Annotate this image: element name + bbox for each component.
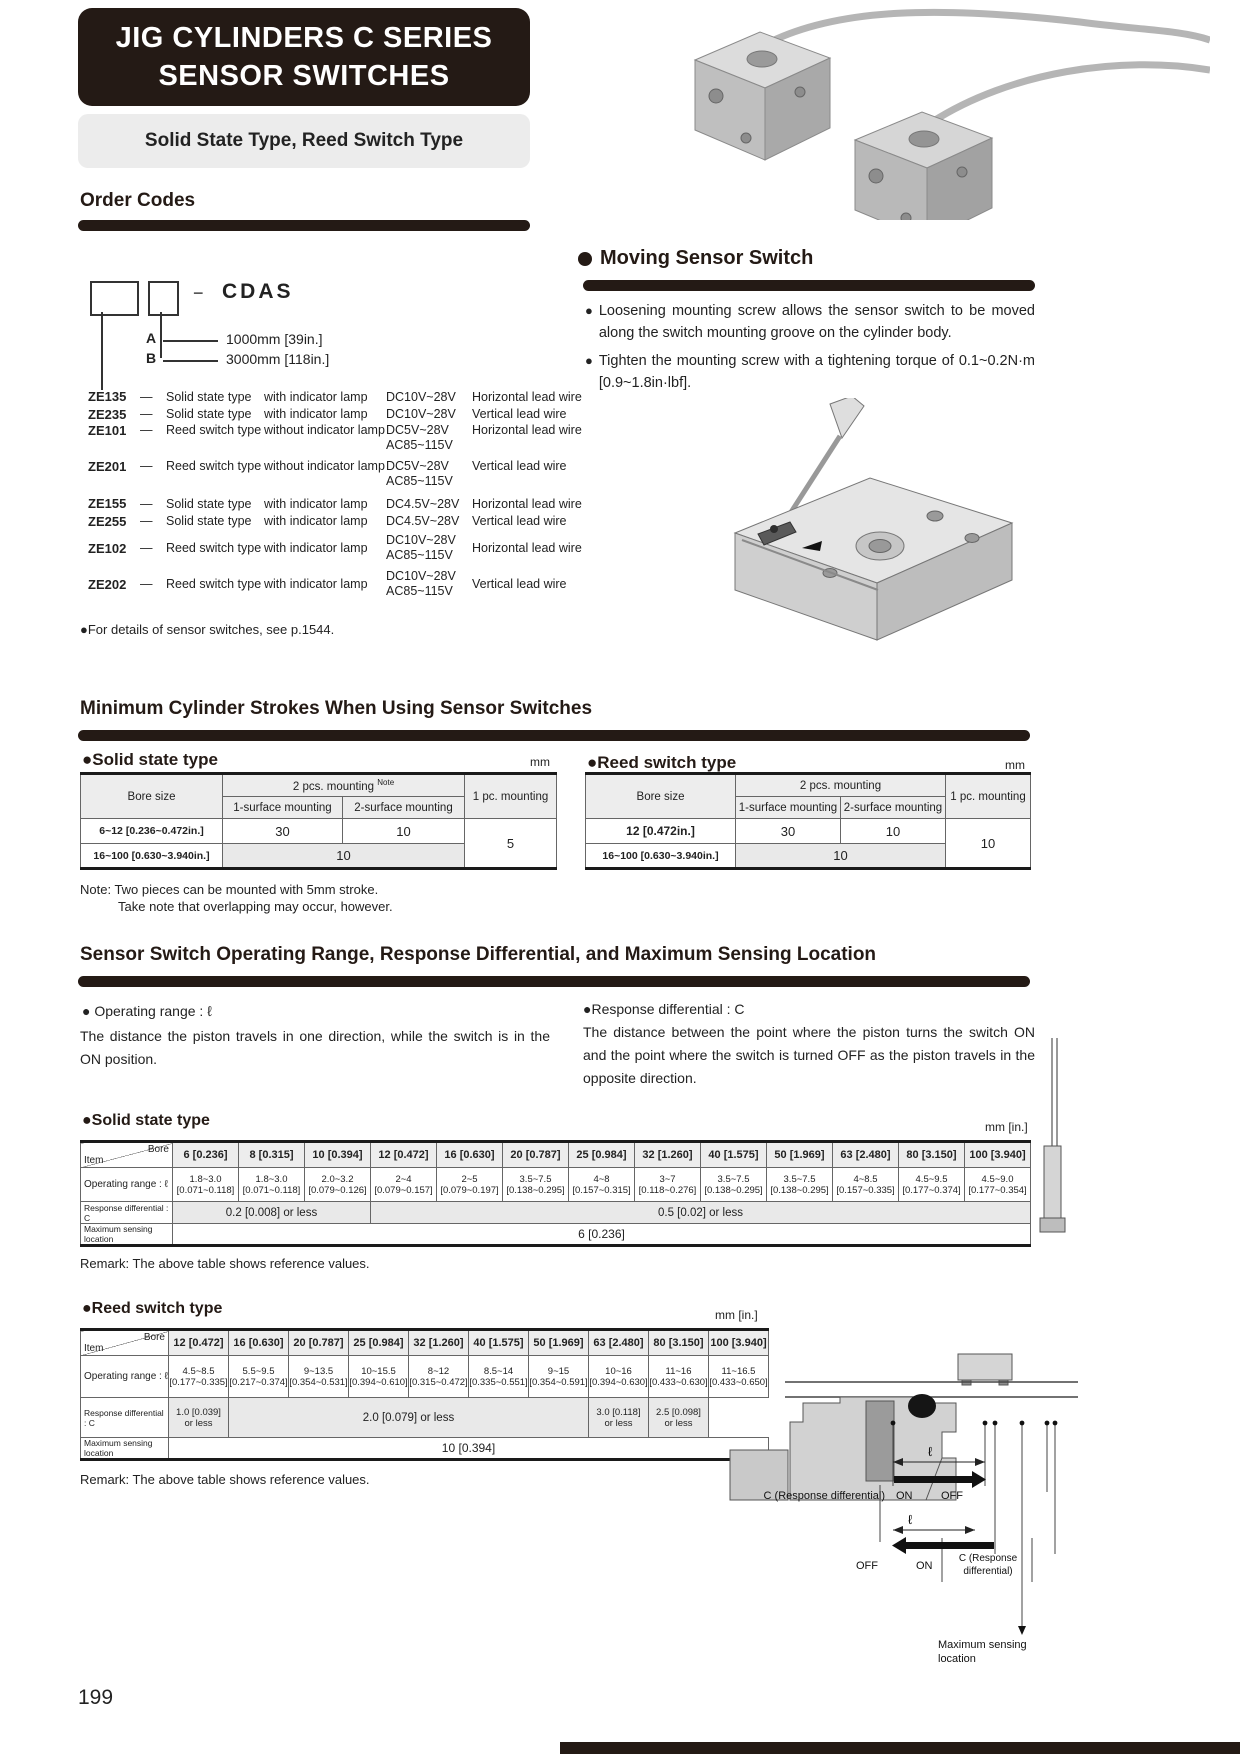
- bore-header: 8 [0.315]: [239, 1142, 305, 1168]
- subheading-label: Reed switch type: [91, 1300, 223, 1317]
- switch-code: ZE235: [88, 406, 127, 422]
- op-in: [0.354~0.591]: [529, 1376, 588, 1388]
- bore-label: Bore: [143, 1332, 165, 1343]
- bullet-item: [585, 300, 1035, 344]
- cell-value: 10: [736, 844, 946, 869]
- on-label: ON: [896, 1490, 913, 1502]
- op-mm: 11~16: [665, 1365, 692, 1377]
- switch-code: ZE201: [88, 459, 127, 474]
- length-b-value: 3000mm [118in.]: [226, 351, 330, 367]
- bore-header: 20 [0.787]: [503, 1142, 569, 1168]
- bore-header: 50 [1.969]: [529, 1330, 589, 1356]
- op-mm: 3~7: [659, 1173, 676, 1185]
- sensor-switch-footnote: ●For details of sensor switches, see p.1544.: [80, 622, 335, 637]
- table-row: [586, 774, 1031, 797]
- item-label: Item: [84, 1155, 104, 1166]
- switch-lead: Horizontal lead wire: [472, 389, 582, 404]
- switch-type: Solid state type: [166, 389, 252, 404]
- bore-header: 25 [0.984]: [569, 1142, 635, 1168]
- op-in: [0.394~0.630]: [589, 1376, 648, 1388]
- off-label: OFF: [941, 1490, 963, 1502]
- cell-op: [437, 1168, 503, 1202]
- col-2surface: 2-surface mounting: [343, 797, 465, 819]
- voltage-line: DC10V~28V: [386, 569, 456, 583]
- table-row: [81, 1398, 769, 1438]
- cell-value: 30: [223, 819, 343, 844]
- table-row: [81, 1356, 769, 1398]
- solid-min-strokes-table: [80, 772, 557, 870]
- switch-lead: Horizontal lead wire: [472, 496, 582, 511]
- cable-1: [770, 12, 1210, 42]
- switch-type: Reed switch type: [166, 541, 262, 555]
- op-in: [0.157~0.335]: [836, 1184, 895, 1196]
- op-in: [0.315~0.472]: [409, 1376, 468, 1388]
- switch-type: Reed switch type: [166, 459, 262, 473]
- cell-value: 10: [343, 819, 465, 844]
- voltage-line: DC10V~28V: [386, 533, 456, 547]
- remark-line: Remark: The above table shows reference values.: [80, 1256, 370, 1271]
- bore-header: 25 [0.984]: [349, 1330, 409, 1356]
- bore-header: 40 [1.575]: [469, 1330, 529, 1356]
- switch-voltage: DC10V~28V: [386, 407, 456, 422]
- bullet-item: [585, 350, 1035, 394]
- switch-lamp: with indicator lamp: [264, 389, 368, 404]
- bore-header: 12 [0.472]: [169, 1330, 229, 1356]
- section-bullet-icon: [578, 252, 592, 266]
- op-mm: 1.8~3.0: [255, 1173, 288, 1185]
- min-strokes-bar: [78, 730, 1030, 741]
- op-mm: 5.5~9.5: [242, 1365, 275, 1377]
- switch-lead: Vertical lead wire: [472, 407, 567, 422]
- op-mm: 3.5~7.5: [519, 1173, 552, 1185]
- col-1surface: 1-surface mounting: [223, 797, 343, 819]
- cell-bore: 16~100 [0.630~3.940in.]: [81, 844, 223, 869]
- row-label: Operating range : ℓ: [81, 1356, 169, 1398]
- resp-line: 3.0 [0.118]: [596, 1406, 641, 1418]
- voltage-line: DC5V~28V: [386, 459, 449, 473]
- page-number: 199: [78, 1686, 114, 1709]
- cell-op: [569, 1168, 635, 1202]
- op-mm: 8.5~14: [483, 1365, 514, 1377]
- switch-code: ZE255: [88, 513, 127, 529]
- bullet-text: Tighten the mounting screw with a tightening torque of 0.1~0.2N·m [0.9~1.8in·lbf].: [598, 353, 1035, 391]
- op-mm: 4~8.5: [853, 1173, 878, 1185]
- bullet-icon: ●: [82, 1112, 92, 1129]
- row-label: Response differential : C: [81, 1398, 169, 1438]
- c-response-label-2: [946, 1552, 1030, 1578]
- page-title-box: [78, 8, 530, 106]
- col-bore-size: Bore size: [81, 774, 223, 819]
- cylinder-body: [735, 478, 1012, 640]
- row-label: Operating range : ℓ: [81, 1168, 173, 1202]
- cell-op: [589, 1356, 649, 1398]
- operating-range-label: ● Operating range : ℓ: [82, 1003, 212, 1019]
- switch-voltage: DC10V~28V: [386, 389, 456, 404]
- op-mm: 2~4: [395, 1173, 412, 1185]
- op-in: [0.138~0.295]: [770, 1184, 829, 1196]
- row-label: Maximum sensing location: [81, 1438, 169, 1460]
- cylinder-block-2: [855, 112, 992, 220]
- op-mm: 10~15.5: [361, 1365, 396, 1377]
- reed-min-subheading: [587, 753, 736, 773]
- item-label: Item: [84, 1343, 104, 1354]
- switch-code: ZE101: [88, 423, 127, 438]
- on-label: ON: [916, 1560, 933, 1572]
- label-line: C (Response: [958, 1553, 1018, 1564]
- note-line: Take note that overlapping may occur, however.: [118, 899, 393, 914]
- bore-header: 63 [2.480]: [589, 1330, 649, 1356]
- bore-header: 32 [1.260]: [409, 1330, 469, 1356]
- row-label: Maximum sensing location: [81, 1224, 173, 1246]
- subheading-label: Reed switch type: [597, 753, 737, 772]
- voltage-line: AC85~115V: [386, 438, 453, 452]
- col-bore-size: Bore size: [586, 774, 736, 819]
- length-a-value: 1000mm [39in.]: [226, 331, 323, 347]
- op-in: [0.433~0.650]: [709, 1376, 768, 1388]
- cylinder-block-1: [695, 32, 830, 160]
- piston-rod-section: [866, 1401, 894, 1481]
- switch-lead: Horizontal lead wire: [472, 541, 582, 555]
- reed-table-subheading: [82, 1300, 222, 1318]
- dash: —: [140, 389, 153, 404]
- table-row: [81, 774, 557, 797]
- stroke-length-label: ℓ: [928, 1444, 933, 1459]
- op-mm: 9~15: [547, 1365, 570, 1377]
- remark-line: Remark: The above table shows reference values.: [80, 1472, 370, 1487]
- bullet-icon: ●: [587, 753, 598, 772]
- leader-line: [163, 360, 218, 362]
- moving-sensor-heading: Moving Sensor Switch: [600, 247, 814, 269]
- cell-resp: 2.0 [0.079] or less: [229, 1398, 589, 1438]
- bore-header: 100 [3.940]: [709, 1330, 769, 1356]
- leader-line: [160, 312, 162, 358]
- label-line: location: [938, 1653, 976, 1665]
- cell-max: 6 [0.236]: [173, 1224, 1031, 1246]
- footer-bar: [560, 1742, 1240, 1754]
- switch-lamp: with indicator lamp: [264, 577, 368, 591]
- dash: —: [140, 459, 153, 473]
- product-photo: [650, 0, 1210, 220]
- cell-bore: 12 [0.472in.]: [586, 819, 736, 844]
- cell-op: [349, 1356, 409, 1398]
- switch-lamp: with indicator lamp: [264, 541, 368, 555]
- switch-lead: Vertical lead wire: [472, 577, 567, 591]
- unit-label: mm [in.]: [985, 1120, 1028, 1134]
- cell-resp: 0.5 [0.02] or less: [371, 1202, 1031, 1224]
- stroke-dimension-2: [893, 1526, 975, 1534]
- unit-label: mm [in.]: [715, 1308, 758, 1322]
- vertical-lead-sensor: [1040, 1038, 1065, 1232]
- bore-header: 12 [0.472]: [371, 1142, 437, 1168]
- dash: —: [140, 577, 153, 591]
- cell-value: 10: [946, 819, 1031, 869]
- switch-lead: Horizontal lead wire: [472, 423, 582, 437]
- cylinder-cross-section: [730, 1394, 956, 1500]
- table-row: [81, 819, 557, 844]
- switch-lamp: with indicator lamp: [264, 496, 368, 511]
- switch-lead: Vertical lead wire: [472, 459, 567, 473]
- op-in: [0.079~0.126]: [308, 1184, 367, 1196]
- op-in: [0.394~0.610]: [349, 1376, 408, 1388]
- op-mm: 4.5~9.5: [915, 1173, 948, 1185]
- cell-op: [469, 1356, 529, 1398]
- dash: —: [140, 407, 153, 422]
- list-item: [88, 423, 608, 459]
- switch-type: Solid state type: [166, 496, 252, 511]
- op-mm: 2~5: [461, 1173, 478, 1185]
- moving-sensor-illustration: [680, 398, 1050, 648]
- switch-lamp: without indicator lamp: [264, 423, 385, 437]
- cell-bore: 16~100 [0.630~3.940in.]: [586, 844, 736, 869]
- bore-header: 80 [3.150]: [649, 1330, 709, 1356]
- item-bore-header: [81, 1142, 173, 1168]
- operating-section-bar: [78, 976, 1030, 987]
- switch-voltage: DC4.5V~28V: [386, 514, 460, 529]
- length-b-code: B: [146, 350, 157, 366]
- op-in: [0.354~0.531]: [289, 1376, 348, 1388]
- horizontal-sensor: [958, 1354, 1012, 1385]
- resp-line: or less: [604, 1417, 633, 1429]
- op-in: [0.138~0.295]: [704, 1184, 763, 1196]
- table-row: [81, 1438, 769, 1460]
- note-sup: Note: [377, 778, 395, 788]
- cell-value: 5: [465, 819, 557, 869]
- switch-voltage: [386, 569, 472, 599]
- cell-op: [173, 1168, 239, 1202]
- voltage-line: AC85~115V: [386, 474, 453, 488]
- op-in: [0.071~0.118]: [176, 1184, 235, 1196]
- order-codes-bar: [78, 220, 530, 231]
- switch-voltage: DC4.5V~28V: [386, 496, 460, 511]
- bullet-icon: ●: [585, 303, 593, 318]
- switch-type: Reed switch type: [166, 577, 262, 591]
- bore-header: 80 [3.150]: [899, 1142, 965, 1168]
- bore-header: 100 [3.940]: [965, 1142, 1031, 1168]
- switch-code: ZE135: [88, 389, 127, 405]
- col-2pcs-label: 2 pcs. mounting: [292, 780, 375, 793]
- list-item: [88, 459, 608, 495]
- col-2surface: 2-surface mounting: [841, 797, 946, 819]
- list-item: [88, 388, 608, 406]
- switch-type: Solid state type: [166, 514, 252, 529]
- cell-op: [169, 1356, 229, 1398]
- list-item: [88, 495, 608, 513]
- bore-header: 20 [0.787]: [289, 1330, 349, 1356]
- voltage-line: AC85~115V: [386, 584, 453, 598]
- resp-line: or less: [664, 1417, 693, 1429]
- resp-line: or less: [184, 1417, 213, 1429]
- response-diff-label: ●Response differential : C: [583, 1001, 745, 1017]
- response-diff-text: The distance between the point where the piston turns the switch ON and the point where the switch is turned OFF as the piston travels in the opposite direction.: [583, 1024, 1035, 1086]
- solid-table-subheading: [82, 1112, 210, 1130]
- sensor-switch-list: [88, 388, 608, 602]
- op-mm: 4~8: [593, 1173, 610, 1185]
- item-bore-header: [81, 1330, 169, 1356]
- cell-value: 10: [223, 844, 465, 869]
- col-1pc: 1 pc. mounting: [946, 774, 1031, 819]
- op-mm: 11~16.5: [721, 1365, 756, 1377]
- order-codes-heading: Order Codes: [80, 190, 196, 211]
- cell-resp: [169, 1398, 229, 1438]
- col-2pcs: [223, 774, 465, 797]
- cell-resp: 0.2 [0.008] or less: [173, 1202, 371, 1224]
- op-mm: 2.0~3.2: [321, 1173, 354, 1185]
- op-mm: 3.5~7.5: [783, 1173, 816, 1185]
- label-line: Maximum sensing: [938, 1639, 1027, 1651]
- length-a-code: A: [146, 330, 157, 346]
- note-line: Note: Two pieces can be mounted with 5mm stroke.: [80, 882, 379, 897]
- bore-header: 32 [1.260]: [635, 1142, 701, 1168]
- op-in: [0.177~0.335]: [169, 1376, 228, 1388]
- switch-lamp: with indicator lamp: [264, 407, 368, 422]
- op-in: [0.079~0.197]: [440, 1184, 499, 1196]
- op-in: [0.157~0.315]: [572, 1184, 631, 1196]
- op-mm: 4.5~9.0: [981, 1173, 1014, 1185]
- cell-bore: 6~12 [0.236~0.472in.]: [81, 819, 223, 844]
- operating-section-heading: Sensor Switch Operating Range, Response Differential, and Maximum Sensing Location: [80, 944, 877, 965]
- resp-line: 1.0 [0.039]: [176, 1406, 221, 1418]
- cell-op: [239, 1168, 305, 1202]
- bullet-icon: ●: [82, 1300, 92, 1317]
- subheading-label: Solid state type: [92, 750, 218, 769]
- unit-label: mm: [530, 755, 550, 769]
- col-1surface: 1-surface mounting: [736, 797, 841, 819]
- order-code-box-model: [90, 281, 139, 316]
- off-label: OFF: [856, 1560, 878, 1572]
- bullet-icon: ●: [82, 750, 93, 769]
- bore-header: 50 [1.969]: [767, 1142, 833, 1168]
- op-mm: 9~13.5: [303, 1365, 334, 1377]
- operating-range-text: The distance the piston travels in one direction, while the switch is in the ON position.: [80, 1028, 550, 1067]
- label-line: differential): [963, 1566, 1013, 1577]
- switch-voltage: [386, 533, 472, 563]
- page-subtitle: Solid State Type, Reed Switch Type: [78, 114, 530, 168]
- cell-op: [305, 1168, 371, 1202]
- bore-header: 10 [0.394]: [305, 1142, 371, 1168]
- cell-op: [289, 1356, 349, 1398]
- solid-min-subheading: [82, 750, 218, 770]
- bullet-icon: ●: [585, 353, 593, 368]
- switch-voltage: [386, 423, 472, 453]
- col-2pcs: 2 pcs. mounting: [736, 774, 946, 797]
- switch-code: ZE102: [88, 540, 127, 556]
- bullet-text: Loosening mounting screw allows the sensor switch to be moved along the switch mounting groove on the cylinder body.: [598, 303, 1035, 341]
- op-in: [0.335~0.551]: [469, 1376, 528, 1388]
- list-item: [88, 513, 608, 531]
- cell-max: 10 [0.394]: [169, 1438, 769, 1460]
- stroke-length-label: ℓ: [908, 1512, 913, 1527]
- unit-label: mm: [1005, 758, 1025, 772]
- list-item: [88, 566, 608, 602]
- op-in: [0.433~0.630]: [649, 1376, 708, 1388]
- cell-value: 30: [736, 819, 841, 844]
- resp-line: 2.5 [0.098]: [656, 1406, 701, 1418]
- order-code-separator: −: [193, 283, 204, 303]
- leader-line: [101, 312, 103, 390]
- dash: —: [140, 496, 153, 511]
- dash: —: [140, 541, 153, 555]
- list-item: [88, 406, 608, 424]
- switch-code: ZE155: [88, 496, 127, 512]
- op-in: [0.138~0.295]: [506, 1184, 565, 1196]
- voltage-line: AC85~115V: [386, 548, 453, 562]
- bore-header: 63 [2.480]: [833, 1142, 899, 1168]
- dash: —: [140, 514, 153, 529]
- switch-code: ZE202: [88, 576, 127, 592]
- leader-line: [163, 340, 218, 342]
- cell-op: [529, 1356, 589, 1398]
- op-in: [0.177~0.354]: [968, 1184, 1027, 1196]
- op-in: [0.118~0.276]: [638, 1184, 697, 1196]
- cell-value: 10: [841, 819, 946, 844]
- switch-voltage: [386, 459, 472, 489]
- switch-lamp: without indicator lamp: [264, 459, 385, 473]
- sensing-location-diagram: [690, 1030, 1080, 1680]
- dash: —: [140, 423, 153, 437]
- op-mm: 10~16: [605, 1365, 632, 1377]
- subheading-label: Solid state type: [91, 1112, 210, 1129]
- magnet: [908, 1394, 936, 1418]
- row-label: Response differential : C: [81, 1202, 173, 1224]
- reed-operating-table: [80, 1328, 769, 1461]
- op-mm: 8~12: [427, 1365, 450, 1377]
- bore-header: 40 [1.575]: [701, 1142, 767, 1168]
- page-title-line2: SENSOR SWITCHES: [158, 60, 450, 92]
- bore-header: 16 [0.630]: [437, 1142, 503, 1168]
- voltage-line: DC5V~28V: [386, 423, 449, 437]
- col-1pc: 1 pc. mounting: [465, 774, 557, 819]
- switch-type: Reed switch type: [166, 423, 262, 437]
- cell-resp: [589, 1398, 649, 1438]
- switch-lamp: with indicator lamp: [264, 514, 368, 529]
- order-code-box-length: [148, 281, 179, 316]
- reed-min-strokes-table: [585, 772, 1031, 870]
- switch-lead: Vertical lead wire: [472, 514, 567, 529]
- min-strokes-heading: Minimum Cylinder Strokes When Using Sensor Switches: [80, 698, 593, 719]
- op-in: [0.071~0.118]: [242, 1184, 301, 1196]
- bore-label: Bore: [147, 1144, 169, 1155]
- op-in: [0.079~0.157]: [374, 1184, 433, 1196]
- list-item: [88, 530, 608, 566]
- op-mm: 3.5~7.5: [717, 1173, 750, 1185]
- cell-op: [503, 1168, 569, 1202]
- table-row: [81, 1330, 769, 1356]
- order-code-model: CDAS: [222, 280, 294, 303]
- moving-sensor-bar: [583, 280, 1035, 291]
- max-sensing-pointer: [1018, 1626, 1026, 1635]
- bore-header: 16 [0.630]: [229, 1330, 289, 1356]
- cable-2: [932, 65, 1210, 122]
- c-response-label: C (Response differential): [763, 1490, 885, 1502]
- switch-type: Solid state type: [166, 407, 252, 422]
- op-mm: 4.5~8.5: [182, 1365, 215, 1377]
- table-row: [586, 819, 1031, 844]
- cell-op: [409, 1356, 469, 1398]
- moving-sensor-bullets: [585, 300, 1035, 400]
- op-in: [0.177~0.374]: [902, 1184, 961, 1196]
- cell-op: [229, 1356, 289, 1398]
- page-title-line1: JIG CYLINDERS C SERIES: [115, 22, 493, 54]
- cell-op: [371, 1168, 437, 1202]
- max-sensing-label: [938, 1638, 1027, 1666]
- op-mm: 1.8~3.0: [189, 1173, 222, 1185]
- bore-header: 6 [0.236]: [173, 1142, 239, 1168]
- op-in: [0.217~0.374]: [229, 1376, 288, 1388]
